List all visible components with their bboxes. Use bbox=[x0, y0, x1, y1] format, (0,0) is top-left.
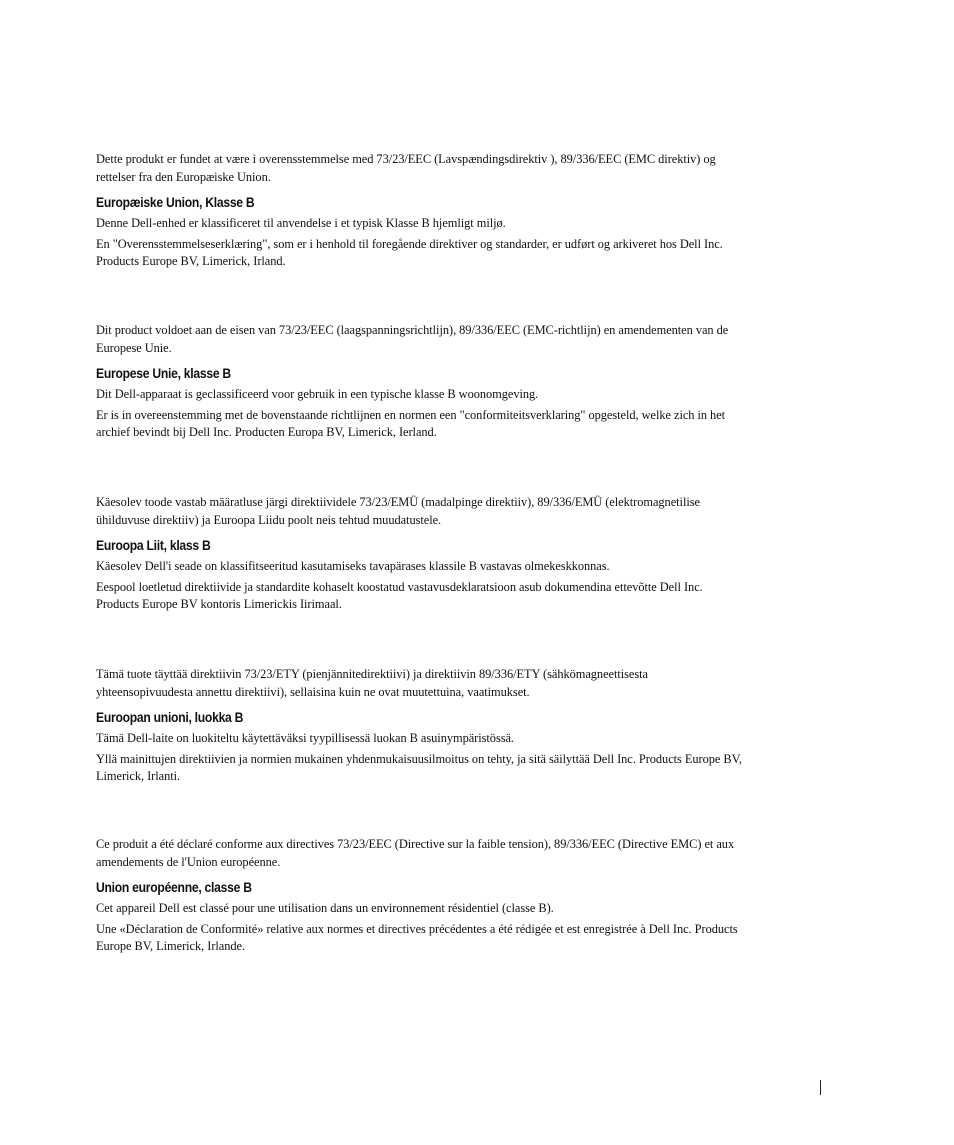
section-heading: Union européenne, classe B bbox=[96, 880, 252, 895]
section-danish bbox=[96, 151, 858, 271]
section-french bbox=[96, 836, 858, 956]
body-paragraph: Eespool loetletud direktiivide ja standardite kohaselt koostatud vastavusdeklaratsioon asub dokumendina ettevõtte Dell Inc. Products Europe BV kontoris Limerickis Iirimaal. bbox=[96, 579, 703, 611]
body-paragraph: Yllä mainittujen direktiivien ja normien mukainen yhdenmukaisuusilmoitus on tehty, ja sitä säilyttää Dell Inc. Products Europe BV, Limerick, Irlanti. bbox=[96, 751, 742, 783]
section-dutch bbox=[96, 322, 858, 442]
body-paragraph: Tämä Dell-laite on luokiteltu käytettäväksi tyypillisessä luokan B asuinympäristössä. bbox=[96, 731, 514, 745]
body-paragraph: Cet appareil Dell est classé pour une utilisation dans un environnement résidentiel (classe B). bbox=[96, 901, 554, 915]
intro-paragraph: Dette produkt er fundet at være i overensstemmelse med 73/23/EEC (Lavspændingsdirektiv ), 89/336/EEC (EMC direktiv) og rettelser fra den Europæiske Union. bbox=[96, 152, 716, 184]
body-paragraph: Denne Dell-enhed er klassificeret til anvendelse i et typisk Klasse B hjemligt miljø. bbox=[96, 216, 506, 230]
body-paragraph: En "Overensstemmelseserklæring", som er i henhold til foregående direktiver og standarder, er udført og arkiveret hos Dell Inc. Products Europe BV, Limerick, Irland. bbox=[96, 236, 723, 268]
section-heading: Europese Unie, klasse B bbox=[96, 366, 231, 381]
intro-paragraph: Ce produit a été déclaré conforme aux directives 73/23/EEC (Directive sur la faible tension), 89/336/EEC (Directive EMC) et aux amendements de l'Union européenne. bbox=[96, 837, 735, 869]
section-finnish bbox=[96, 666, 858, 786]
section-heading: Europæiske Union, Klasse B bbox=[96, 195, 255, 210]
section-heading: Euroopa Liit, klass B bbox=[96, 538, 211, 553]
intro-paragraph: Dit product voldoet aan de eisen van 73/23/EEC (laagspanningsrichtlijn), 89/336/EEC (EMC-richtlijn) en amendementen van de Europese Unie. bbox=[96, 323, 729, 355]
body-paragraph: Dit Dell-apparaat is geclassificeerd voor gebruik in een typische klasse B woonomgeving. bbox=[96, 387, 539, 401]
page-number-divider bbox=[820, 1080, 821, 1095]
body-paragraph: Käesolev Dell'i seade on klassifitseeritud kasutamiseks tavapärases klassile B vastavas olmekeskkonnas. bbox=[96, 559, 610, 573]
body-paragraph: Er is in overeenstemming met de bovenstaande richtlijnen en normen een "conformiteitsverklaring" opgesteld, welke zich in het archief bevindt bij Dell Inc. Producten Europa BV, Limerick, Ierland. bbox=[96, 407, 726, 439]
section-estonian bbox=[96, 494, 858, 614]
intro-paragraph: Tämä tuote täyttää direktiivin 73/23/ETY (pienjännitedirektiivi) ja direktiivin 89/336/ETY (sähkömagneettisesta yhteensopivuudesta annettu direktiivi), sellaisina kuin ne ovat muutettuina, vaatimukset. bbox=[96, 667, 648, 699]
body-paragraph: Une «Déclaration de Conformité» relative aux normes et directives précédentes a été rédigée et est enregistrée à Dell Inc. Products Europe BV, Limerick, Irlande. bbox=[96, 921, 738, 953]
section-heading: Euroopan unioni, luokka B bbox=[96, 710, 244, 725]
intro-paragraph: Käesolev toode vastab määratluse järgi direktiividele 73/23/EMÜ (madalpinge direktiiv), 89/336/EMÜ (elektromagnetilise ühilduvuse direktiiv) ja Euroopa Liidu poolt neis tehtud muudatustele. bbox=[96, 495, 700, 527]
